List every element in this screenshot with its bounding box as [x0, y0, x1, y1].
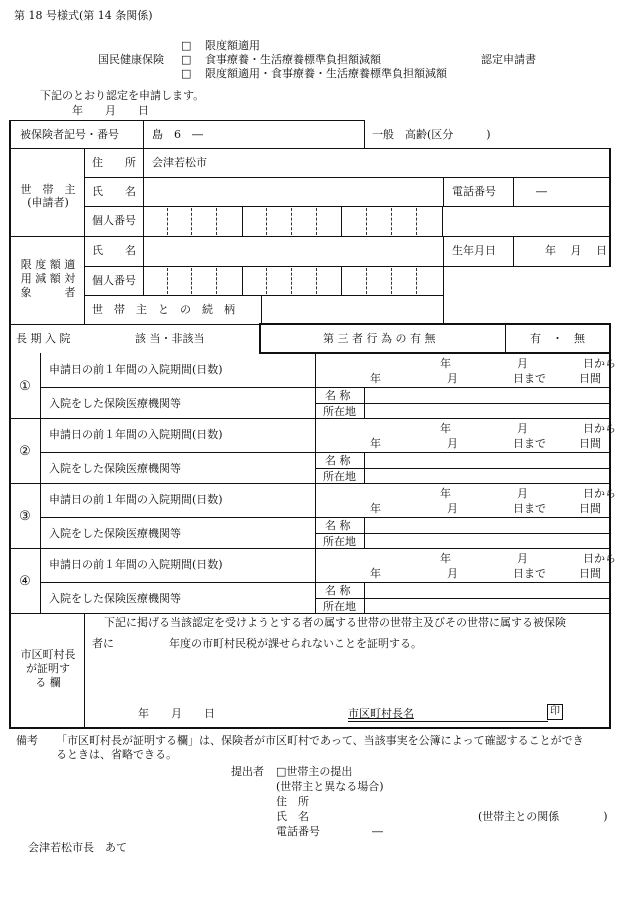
institution-location-label: 所在地: [323, 405, 356, 418]
admission-row-number: ②: [19, 444, 31, 459]
mayor-date: 年 月 日: [138, 707, 215, 720]
submitter-option[interactable]: □世帯主の提出: [276, 765, 353, 778]
submitter-relation: (世帯主との関係 ): [478, 810, 608, 823]
admission-period-label: 申請日の前１年間の入院期間(日数): [49, 558, 223, 571]
admission-from[interactable]: 年 月 日から: [440, 552, 616, 565]
note-text-2: るときは、省略できる。: [56, 748, 177, 761]
admission-to[interactable]: 年 月 日まで 日間: [370, 372, 601, 385]
householder-phone-value[interactable]: ―: [536, 185, 547, 198]
third-party-label: 第 三 者 行 為 の 有 無: [323, 332, 436, 345]
admission-from[interactable]: 年 月 日から: [440, 357, 616, 370]
admission-period-label: 申請日の前１年間の入院期間(日数): [49, 428, 223, 441]
option-meal: 食事療養・生活療養標準負担額減額: [205, 53, 381, 66]
institution-location-label: 所在地: [323, 600, 356, 613]
seal-mark: 印: [547, 704, 563, 720]
third-party-value[interactable]: 有 ・ 無: [530, 332, 585, 345]
admission-row-number: ③: [19, 509, 31, 524]
institution-location-label: 所在地: [323, 470, 356, 483]
admission-from[interactable]: 年 月 日から: [440, 422, 616, 435]
checkbox-limit[interactable]: □: [181, 39, 192, 52]
note-label: 備考: [16, 734, 38, 747]
admission-period-label: 申請日の前１年間の入院期間(日数): [49, 363, 223, 376]
admission-institution-label: 入院をした保険医療機関等: [49, 592, 181, 605]
householder-address-value[interactable]: 会津若松市: [152, 156, 207, 169]
institution-name-label: 名 称: [325, 519, 351, 532]
cert-title: 認定申請書: [481, 53, 536, 66]
admission-period-label: 申請日の前１年間の入院期間(日数): [49, 493, 223, 506]
householder-address-label: 住 所: [92, 156, 136, 169]
insured-number-value[interactable]: 島 6 ―: [152, 128, 203, 141]
form-number: 第 18 号様式(第 14 条関係): [14, 9, 153, 22]
institution-name-label: 名 称: [325, 454, 351, 467]
submitter-phone-value[interactable]: ―: [372, 825, 383, 838]
note-text-1: 「市区町村長が証明する欄」は、保険者が市区町村であって、当該事実を公簿によって確認することができ: [56, 734, 584, 747]
householder-phone-label: 電話番号: [452, 185, 496, 198]
admission-institution-label: 入院をした保険医療機関等: [49, 397, 181, 410]
mayor-section-label: 市区町村長 が証明す る 欄: [20, 648, 76, 689]
submitter-name: 氏 名: [276, 810, 309, 823]
householder-section-label: 世 帯 主 (申請者): [20, 183, 76, 209]
householder-id-label: 個人番号: [92, 214, 136, 227]
admission-to[interactable]: 年 月 日まで 日間: [370, 567, 601, 580]
admission-row-number: ④: [19, 574, 31, 589]
admission-to[interactable]: 年 月 日まで 日間: [370, 437, 601, 450]
option-both: 限度額適用・食事療養・生活療養標準負担額減額: [205, 67, 447, 80]
target-birth-value[interactable]: 年 月 日: [545, 244, 607, 257]
submitter-address: 住 所: [276, 795, 309, 808]
institution-name-label: 名 称: [325, 389, 351, 402]
option-limit: 限度額適用: [205, 39, 260, 52]
target-section-label: 限 度 額 適 用 減 額 対 象 者: [20, 258, 76, 299]
target-name-label: 氏 名: [92, 244, 136, 257]
admission-to[interactable]: 年 月 日まで 日間: [370, 502, 601, 515]
insurance-label: 国民健康保険: [98, 53, 164, 66]
mayor-text-1: 下記に掲げる当該認定を受けようとする者の属する世帯の世帯主及びその世帯に属する被保険: [104, 616, 566, 629]
householder-name-label: 氏 名: [92, 185, 136, 198]
institution-name-label: 名 称: [325, 584, 351, 597]
target-id-label: 個人番号: [92, 274, 136, 287]
submitter-phone: 電話番号: [276, 825, 320, 838]
submitter-label: 提出者: [231, 765, 264, 778]
checkbox-meal[interactable]: □: [181, 53, 192, 66]
mayor-name-label: 市区町村長名: [348, 707, 414, 720]
admission-row-number: ①: [19, 379, 31, 394]
submitter-sub: (世帯主と異なる場合): [276, 780, 384, 793]
mayor-text-2: 者に 年度の市町村民税が課せられないことを証明する。: [92, 637, 422, 650]
application-date: 年 月 日: [72, 104, 149, 117]
long-stay-label: 長 期 入 院: [16, 332, 71, 345]
long-stay-value[interactable]: 該 当・非該当: [135, 332, 205, 345]
admission-institution-label: 入院をした保険医療機関等: [49, 527, 181, 540]
checkbox-both[interactable]: □: [181, 67, 192, 80]
admission-from[interactable]: 年 月 日から: [440, 487, 616, 500]
intro-text: 下記のとおり認定を申請します。: [40, 89, 205, 102]
insured-number-label: 被保険者記号・番号: [20, 128, 119, 141]
target-birth-label: 生年月日: [452, 244, 496, 257]
insured-category[interactable]: 一般 高齢(区分 ): [372, 128, 491, 141]
institution-location-label: 所在地: [323, 535, 356, 548]
addressee: 会津若松市長 あて: [28, 841, 127, 854]
target-relation-label: 世 帯 主 と の 続 柄: [92, 303, 235, 316]
admission-institution-label: 入院をした保険医療機関等: [49, 462, 181, 475]
